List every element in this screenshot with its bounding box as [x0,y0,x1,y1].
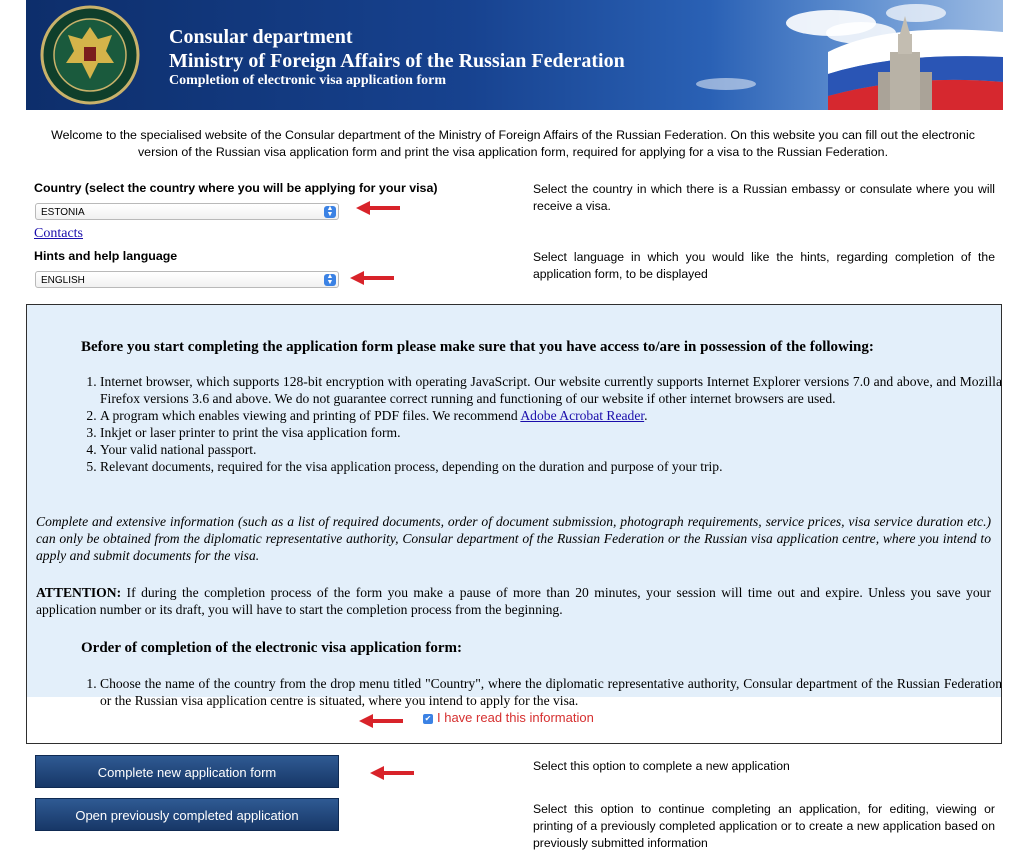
country-select[interactable] [35,203,339,220]
country-hint: Select the country in which there is a Russian embassy or consulate where you will receive a visa. [533,182,995,213]
information-panel [26,304,1002,744]
requirements-list [83,373,1002,475]
banner-caption: Completion of electronic visa application form [169,73,446,88]
language-hint: Select language in which you would like the hints, regarding completion of the application form, to be displayed [533,250,995,281]
banner-subtitle: Ministry of Foreign Affairs of the Russian Federation [169,50,625,72]
language-select-value: ENGLISH [41,275,85,286]
contacts-link[interactable]: Contacts [34,226,83,241]
agree-checkbox[interactable]: ✔ [424,714,432,723]
russian-flag-building-icon [828,12,1003,110]
attention-text: If during the completion process of the form you make a pause of more than 20 minutes, your session will time out and expire. Unless you save your application number or its draft, you will have to start the completion process from the beginning. [36,585,991,617]
requirements-heading: Before you start completing the application form please make sure that you have access to/are in possession of the following: [81,339,874,355]
list-item: 1. Choose the name of the country from the drop menu titled "Country", where the diplomatic representative authority, Consular department of the Russian Federation or the Russian visa application centre is situated, where you intend to apply for the visa. [100,675,1002,709]
list-item: 1. Internet browser, which supports 128-bit encryption with operating JavaScript. Our website currently supports Internet Explorer versions 7.0 and above, and Mozilla Firefox versions 3.6 and above. We do not guarantee correct running and functioning of our website if other internet browsers are used. [100,373,1002,407]
information-scroll-area[interactable] [27,305,1002,708]
adobe-acrobat-link[interactable]: Adobe Acrobat Reader [520,408,645,423]
info-note: Complete and extensive information (such as a list of required documents, order of document submission, photograph requirements, service prices, visa service duration etc.) can only be obtained from the diplomatic representative authority, Consular department of the Russian Federation or the Russian visa application centre, where you intend to apply and submit documents for the visa. [36,514,991,563]
consular-emblem-icon [40,5,140,105]
country-label: Country (select the country where you will be applying for your visa) [34,181,438,195]
open-previous-application-button[interactable]: Open previously completed application [35,798,339,831]
agree-label[interactable]: I have read this information [437,710,594,725]
banner-title: Consular department [169,26,353,48]
order-list [83,675,1002,709]
header-banner [26,0,1003,110]
red-arrow-icon [359,714,403,728]
list-item: 2. A program which enables viewing and printing of PDF files. We recommend Adobe Acrobat Reader. [100,407,1002,424]
open-application-hint: Select this option to continue completing an application, for editing, viewing or printing of a previously completed application or to create a new application based on previously submitted information [533,802,995,850]
list-item: 5. Relevant documents, required for the visa application process, depending on the duration and purpose of your trip. [100,458,1002,475]
welcome-text: Welcome to the specialised website of the Consular department of the Ministry of Foreign Affairs of the Russian Federation. On this website you can fill out the electronic version of the Russian visa application form and print the visa application form, required for applying for a visa to the Russian Federation. [51,128,975,159]
list-item: 4. Your valid national passport. [100,441,1002,458]
red-arrow-icon [350,271,394,285]
order-heading: Order of completion of the electronic visa application form: [81,640,463,656]
language-label: Hints and help language [34,249,178,263]
complete-new-application-button[interactable]: Complete new application form [35,755,339,788]
language-select[interactable] [35,271,339,288]
red-arrow-icon [356,201,400,215]
country-select-value: ESTONIA [41,207,85,218]
select-chevron-icon: ▲ ▼ [324,274,336,286]
new-application-hint: Select this option to complete a new application [533,759,790,773]
attention-note [36,584,991,618]
select-chevron-icon: ▲ ▼ [324,206,336,218]
list-item: 3. Inkjet or laser printer to print the visa application form. [100,424,1002,441]
red-arrow-icon [370,766,414,780]
attention-label: ATTENTION: [36,585,122,600]
